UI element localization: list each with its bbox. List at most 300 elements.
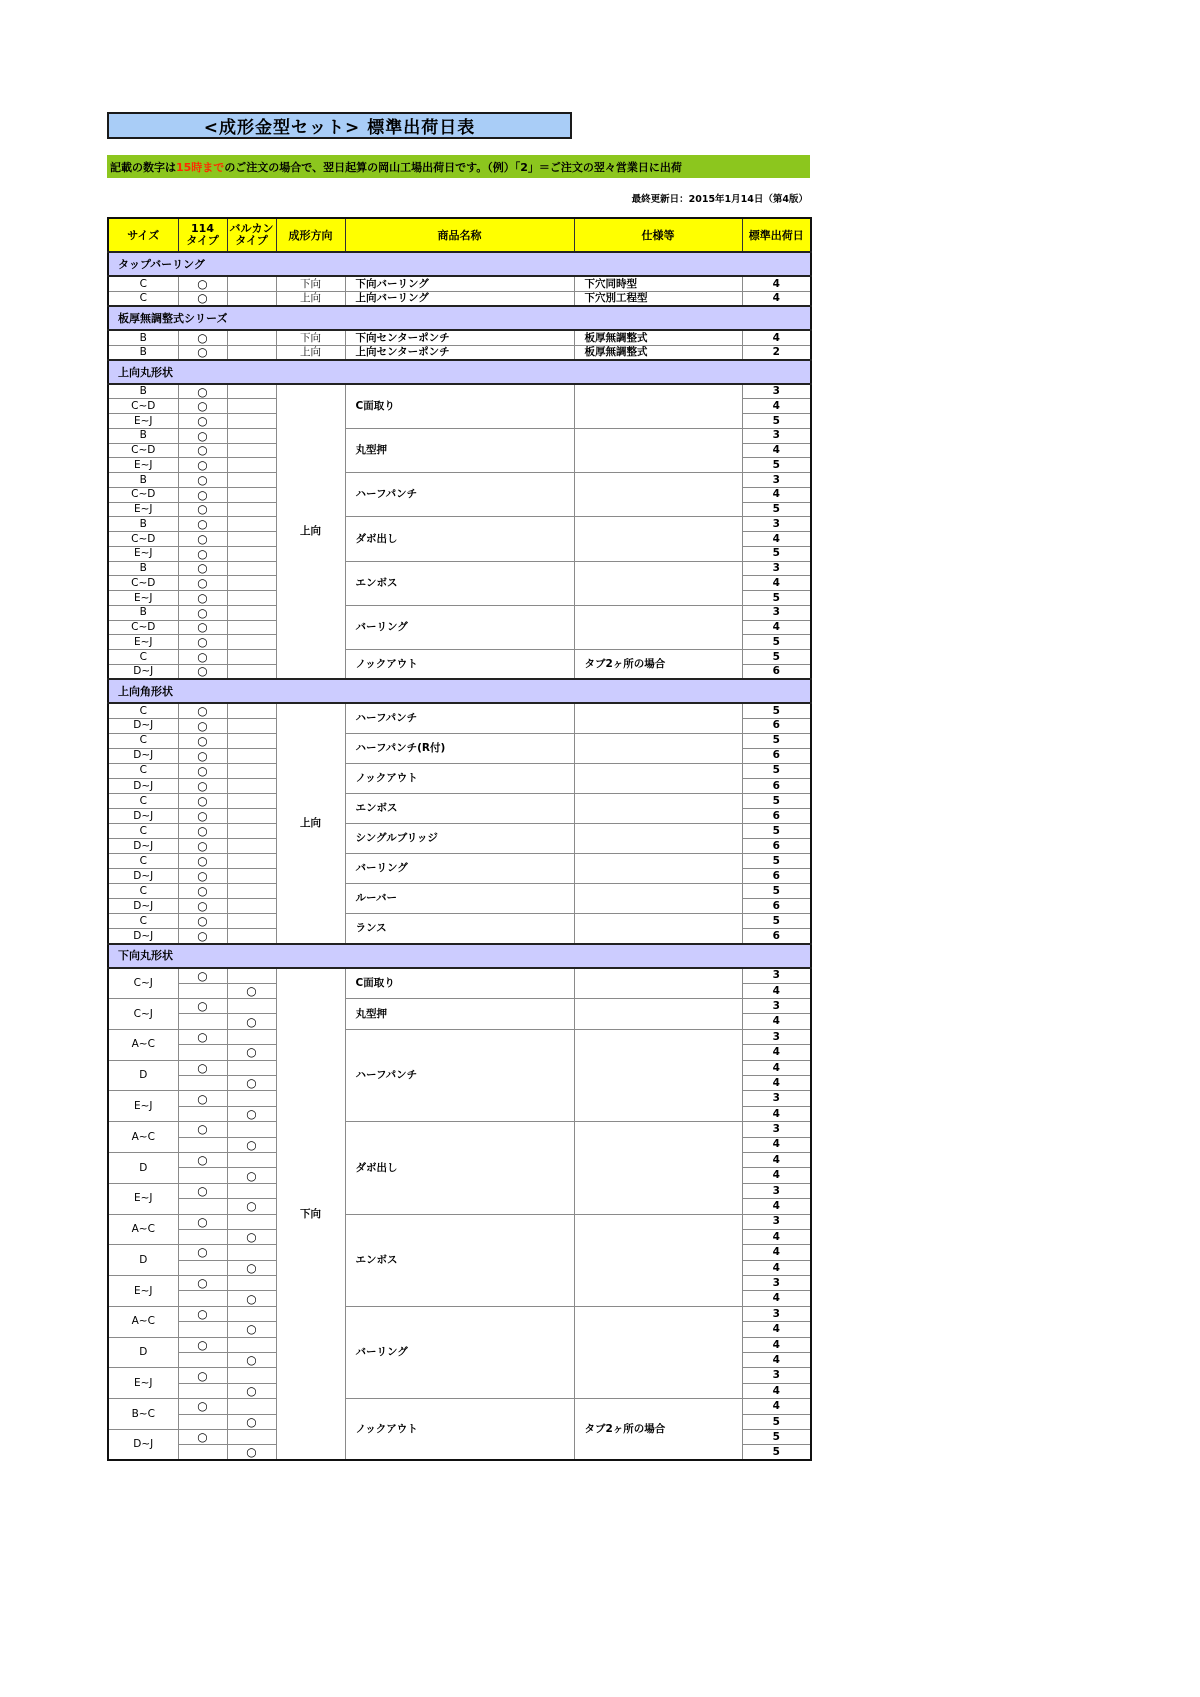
type114-mark: ○ — [178, 458, 227, 473]
balkan-mark — [227, 1276, 276, 1291]
balkan-mark — [227, 1245, 276, 1260]
ship-days-cell: 6 — [742, 929, 811, 944]
size-cell: E~J — [108, 591, 178, 606]
ship-days-cell: 3 — [742, 1276, 811, 1291]
product-name-cell: ダボ出し — [345, 517, 574, 561]
balkan-mark: ○ — [227, 1106, 276, 1121]
size-cell: D~J — [108, 748, 178, 763]
ship-days-cell: 4 — [742, 1337, 811, 1352]
balkan-mark — [227, 487, 276, 502]
table-row — [108, 1122, 811, 1137]
table-row — [108, 968, 811, 983]
type114-mark: ○ — [178, 517, 227, 532]
balkan-mark: ○ — [227, 1199, 276, 1214]
type114-mark: ○ — [178, 1060, 227, 1075]
balkan-mark — [227, 808, 276, 823]
product-name-cell: ハーフパンチ(R付) — [345, 733, 574, 763]
type114-mark: ○ — [178, 1337, 227, 1352]
ship-days-cell: 4 — [742, 1168, 811, 1183]
type114-mark: ○ — [178, 1399, 227, 1414]
balkan-mark: ○ — [227, 1445, 276, 1460]
type114-mark — [178, 1383, 227, 1398]
type114-mark: ○ — [178, 853, 227, 868]
type114-mark: ○ — [178, 838, 227, 853]
type114-mark: ○ — [178, 443, 227, 458]
type114-mark: ○ — [178, 763, 227, 778]
type114-mark: ○ — [178, 778, 227, 793]
balkan-mark — [227, 591, 276, 606]
size-cell: C — [108, 703, 178, 718]
spec-cell — [574, 793, 742, 823]
type114-mark: ○ — [178, 291, 227, 306]
size-cell: A~C — [108, 1214, 178, 1245]
ship-days-cell: 4 — [742, 291, 811, 306]
type114-mark: ○ — [178, 748, 227, 763]
ship-days-cell: 5 — [742, 1445, 811, 1460]
ship-days-cell: 3 — [742, 1091, 811, 1106]
type114-mark — [178, 1075, 227, 1090]
section-label: 上向角形状 — [108, 679, 811, 703]
ship-days-cell: 4 — [742, 1045, 811, 1060]
balkan-mark — [227, 929, 276, 944]
type114-mark: ○ — [178, 1122, 227, 1137]
size-cell: D~J — [108, 664, 178, 679]
ship-days-cell: 5 — [742, 650, 811, 665]
spec-cell — [574, 823, 742, 853]
ship-days-cell: 5 — [742, 591, 811, 606]
ship-days-cell: 3 — [742, 999, 811, 1014]
product-name-cell: 上向バーリング — [345, 291, 574, 306]
ship-days-cell: 4 — [742, 1060, 811, 1075]
ship-days-cell: 5 — [742, 823, 811, 838]
size-cell: C~D — [108, 487, 178, 502]
direction-cell: 上向 — [276, 384, 345, 679]
ship-days-cell: 6 — [742, 899, 811, 914]
table-row — [108, 853, 811, 868]
type114-mark: ○ — [178, 1306, 227, 1321]
product-name-cell: 丸型押 — [345, 999, 574, 1030]
spec-cell — [574, 999, 742, 1030]
balkan-mark — [227, 635, 276, 650]
table-row — [108, 384, 811, 399]
product-name-cell: ランス — [345, 914, 574, 944]
size-cell: D~J — [108, 778, 178, 793]
ship-days-cell: 4 — [742, 1353, 811, 1368]
product-name-cell: 上向センターポンチ — [345, 345, 574, 360]
ship-days-cell: 5 — [742, 733, 811, 748]
ship-days-cell: 4 — [742, 487, 811, 502]
col-size: サイズ — [108, 218, 178, 252]
ship-days-cell: 4 — [742, 276, 811, 291]
product-name-cell: C面取り — [345, 384, 574, 428]
size-cell: C~D — [108, 532, 178, 547]
direction-cell: 下向 — [276, 276, 345, 291]
type114-mark — [178, 1322, 227, 1337]
ship-days-cell: 5 — [742, 458, 811, 473]
ship-days-cell: 5 — [742, 763, 811, 778]
size-cell: C — [108, 276, 178, 291]
balkan-mark: ○ — [227, 1322, 276, 1337]
ship-days-cell: 3 — [742, 1214, 811, 1229]
type114-mark: ○ — [178, 884, 227, 899]
spec-cell — [574, 1214, 742, 1306]
balkan-mark — [227, 517, 276, 532]
size-cell: C~J — [108, 968, 178, 999]
type114-mark: ○ — [178, 823, 227, 838]
balkan-mark — [227, 650, 276, 665]
balkan-mark — [227, 1122, 276, 1137]
type114-mark — [178, 1199, 227, 1214]
size-cell: D — [108, 1060, 178, 1091]
type114-mark — [178, 1229, 227, 1244]
product-name-cell: ハーフパンチ — [345, 473, 574, 517]
size-cell: A~C — [108, 1122, 178, 1153]
spec-cell: タブ2ヶ所の場合 — [574, 1399, 742, 1461]
spec-cell: タブ2ヶ所の場合 — [574, 650, 742, 680]
ship-days-cell: 3 — [742, 1029, 811, 1044]
product-name-cell: ハーフパンチ — [345, 1029, 574, 1121]
type114-mark — [178, 1353, 227, 1368]
size-cell: E~J — [108, 502, 178, 517]
size-cell: D — [108, 1337, 178, 1368]
table-row — [108, 473, 811, 488]
spec-cell — [574, 1122, 742, 1214]
spec-cell: 下穴別工程型 — [574, 291, 742, 306]
product-name-cell: C面取り — [345, 968, 574, 999]
balkan-mark — [227, 884, 276, 899]
ship-days-cell: 4 — [742, 1106, 811, 1121]
table-row — [108, 999, 811, 1014]
balkan-mark — [227, 703, 276, 718]
spec-cell — [574, 473, 742, 517]
type114-mark: ○ — [178, 276, 227, 291]
size-cell: B — [108, 605, 178, 620]
type114-mark — [178, 1445, 227, 1460]
size-cell: D~J — [108, 808, 178, 823]
table-row — [108, 733, 811, 748]
ship-days-cell: 5 — [742, 1429, 811, 1444]
size-cell: D~J — [108, 838, 178, 853]
direction-cell: 上向 — [276, 291, 345, 306]
size-cell: E~J — [108, 414, 178, 429]
type114-mark: ○ — [178, 1152, 227, 1167]
spec-cell — [574, 428, 742, 472]
col-product-name: 商品名称 — [345, 218, 574, 252]
ship-days-cell: 4 — [742, 1137, 811, 1152]
balkan-mark — [227, 748, 276, 763]
size-cell: E~J — [108, 1091, 178, 1122]
balkan-mark — [227, 291, 276, 306]
product-name-cell: バーリング — [345, 605, 574, 649]
col-balkan-type: バルカン タイプ — [227, 218, 276, 252]
type114-mark: ○ — [178, 899, 227, 914]
ship-days-cell: 5 — [742, 502, 811, 517]
balkan-mark — [227, 1306, 276, 1321]
type114-mark — [178, 1414, 227, 1429]
ship-days-cell: 4 — [742, 1199, 811, 1214]
balkan-mark — [227, 869, 276, 884]
size-cell: B~C — [108, 1399, 178, 1430]
size-cell: C~J — [108, 999, 178, 1030]
type114-mark: ○ — [178, 330, 227, 345]
balkan-mark — [227, 793, 276, 808]
table-row — [108, 330, 811, 345]
size-cell: C~D — [108, 576, 178, 591]
type114-mark: ○ — [178, 1245, 227, 1260]
ship-days-cell: 3 — [742, 1306, 811, 1321]
direction-cell: 下向 — [276, 330, 345, 345]
size-cell: D~J — [108, 718, 178, 733]
type114-mark: ○ — [178, 1091, 227, 1106]
ship-days-cell: 5 — [742, 793, 811, 808]
size-cell: C — [108, 823, 178, 838]
size-cell: D — [108, 1152, 178, 1183]
size-cell: E~J — [108, 458, 178, 473]
spec-cell — [574, 853, 742, 883]
balkan-mark — [227, 1429, 276, 1444]
balkan-mark — [227, 502, 276, 517]
size-cell: B — [108, 473, 178, 488]
size-cell: C — [108, 650, 178, 665]
table-row — [108, 823, 811, 838]
shipping-note-banner — [107, 155, 810, 178]
product-name-cell: ハーフパンチ — [345, 703, 574, 733]
size-cell: D~J — [108, 1429, 178, 1460]
type114-mark: ○ — [178, 929, 227, 944]
ship-days-cell: 4 — [742, 1291, 811, 1306]
table-row — [108, 345, 811, 360]
spec-cell — [574, 517, 742, 561]
balkan-mark: ○ — [227, 1075, 276, 1090]
product-name-cell: エンボス — [345, 1214, 574, 1306]
ship-days-cell: 6 — [742, 664, 811, 679]
ship-days-cell: 4 — [742, 1383, 811, 1398]
ship-days-cell: 4 — [742, 983, 811, 998]
size-cell: D~J — [108, 899, 178, 914]
balkan-mark — [227, 968, 276, 983]
ship-days-cell: 4 — [742, 330, 811, 345]
size-cell: C~D — [108, 620, 178, 635]
table-row — [108, 1214, 811, 1229]
ship-days-cell: 4 — [742, 443, 811, 458]
product-name-cell: 下向センターポンチ — [345, 330, 574, 345]
table-row — [108, 428, 811, 443]
balkan-mark: ○ — [227, 1260, 276, 1275]
direction-cell: 上向 — [276, 345, 345, 360]
size-cell: D~J — [108, 929, 178, 944]
balkan-mark — [227, 838, 276, 853]
ship-days-cell: 4 — [742, 1245, 811, 1260]
ship-days-cell: 5 — [742, 884, 811, 899]
size-cell: B — [108, 345, 178, 360]
type114-mark: ○ — [178, 591, 227, 606]
ship-days-cell: 4 — [742, 1075, 811, 1090]
size-cell: C — [108, 793, 178, 808]
product-name-cell: バーリング — [345, 1306, 574, 1398]
section-header-row — [108, 252, 811, 276]
type114-mark: ○ — [178, 793, 227, 808]
type114-mark: ○ — [178, 733, 227, 748]
type114-mark — [178, 1014, 227, 1029]
ship-days-cell: 5 — [742, 414, 811, 429]
size-cell: A~C — [108, 1306, 178, 1337]
table-row — [108, 703, 811, 718]
section-label: 板厚無調整式シリーズ — [108, 306, 811, 330]
size-cell: C~D — [108, 443, 178, 458]
type114-mark: ○ — [178, 1276, 227, 1291]
type114-mark — [178, 1291, 227, 1306]
product-name-cell: ノックアウト — [345, 1399, 574, 1461]
ship-days-cell: 2 — [742, 345, 811, 360]
table-row — [108, 276, 811, 291]
size-cell: E~J — [108, 1276, 178, 1307]
type114-mark: ○ — [178, 473, 227, 488]
spec-cell — [574, 763, 742, 793]
ship-days-cell: 3 — [742, 384, 811, 399]
balkan-mark — [227, 1060, 276, 1075]
spec-cell — [574, 561, 742, 605]
size-cell: D — [108, 1245, 178, 1276]
balkan-mark — [227, 823, 276, 838]
last-updated: 最終更新日：2015年1月14日（第4版） — [631, 194, 808, 205]
ship-days-cell: 4 — [742, 532, 811, 547]
spec-cell — [574, 968, 742, 999]
balkan-mark: ○ — [227, 1291, 276, 1306]
product-name-cell: 下向バーリング — [345, 276, 574, 291]
ship-days-cell: 4 — [742, 1229, 811, 1244]
size-cell: C — [108, 763, 178, 778]
size-cell: A~C — [108, 1029, 178, 1060]
spec-cell — [574, 1306, 742, 1398]
type114-mark — [178, 983, 227, 998]
type114-mark — [178, 1137, 227, 1152]
type114-mark: ○ — [178, 384, 227, 399]
type114-mark — [178, 1045, 227, 1060]
ship-days-cell: 5 — [742, 703, 811, 718]
page-title: <成形金型セット> 標準出荷日表 — [107, 112, 572, 139]
ship-days-cell: 4 — [742, 1014, 811, 1029]
ship-days-cell: 3 — [742, 473, 811, 488]
type114-mark: ○ — [178, 650, 227, 665]
size-cell: B — [108, 384, 178, 399]
ship-days-cell: 3 — [742, 605, 811, 620]
type114-mark: ○ — [178, 576, 227, 591]
balkan-mark — [227, 1337, 276, 1352]
product-name-cell: 丸型押 — [345, 428, 574, 472]
type114-mark — [178, 1168, 227, 1183]
table-row — [108, 884, 811, 899]
balkan-mark: ○ — [227, 1229, 276, 1244]
balkan-mark — [227, 384, 276, 399]
size-cell: C — [108, 291, 178, 306]
spec-cell — [574, 884, 742, 914]
product-name-cell: ノックアウト — [345, 763, 574, 793]
balkan-mark: ○ — [227, 1414, 276, 1429]
type114-mark: ○ — [178, 718, 227, 733]
type114-mark: ○ — [178, 703, 227, 718]
product-name-cell: ルーバー — [345, 884, 574, 914]
type114-mark: ○ — [178, 968, 227, 983]
ship-days-cell: 3 — [742, 968, 811, 983]
spec-cell: 板厚無調整式 — [574, 330, 742, 345]
ship-days-cell: 3 — [742, 1122, 811, 1137]
balkan-mark — [227, 1399, 276, 1414]
ship-days-cell: 6 — [742, 748, 811, 763]
ship-days-cell: 4 — [742, 1152, 811, 1167]
section-header-row — [108, 306, 811, 330]
size-cell: E~J — [108, 1183, 178, 1214]
ship-days-cell: 6 — [742, 778, 811, 793]
ship-days-cell: 6 — [742, 838, 811, 853]
table-row — [108, 561, 811, 576]
balkan-mark — [227, 532, 276, 547]
ship-days-cell: 3 — [742, 1183, 811, 1198]
direction-cell: 下向 — [276, 968, 345, 1461]
type114-mark: ○ — [178, 414, 227, 429]
balkan-mark — [227, 1152, 276, 1167]
table-row — [108, 763, 811, 778]
balkan-mark: ○ — [227, 983, 276, 998]
balkan-mark — [227, 443, 276, 458]
product-name-cell: バーリング — [345, 853, 574, 883]
section-label: 下向丸形状 — [108, 944, 811, 968]
col-spec: 仕様等 — [574, 218, 742, 252]
size-cell: B — [108, 428, 178, 443]
ship-days-cell: 5 — [742, 546, 811, 561]
type114-mark: ○ — [178, 487, 227, 502]
balkan-mark — [227, 1368, 276, 1383]
type114-mark: ○ — [178, 1214, 227, 1229]
balkan-mark — [227, 414, 276, 429]
spec-cell: 下穴同時型 — [574, 276, 742, 291]
note-prefix: 記載の数字は — [110, 160, 176, 174]
size-cell: B — [108, 517, 178, 532]
section-label: タップバーリング — [108, 252, 811, 276]
spec-cell — [574, 914, 742, 944]
product-name-cell: シングルブリッジ — [345, 823, 574, 853]
col-direction: 成形方向 — [276, 218, 345, 252]
ship-days-cell: 6 — [742, 718, 811, 733]
table-row — [108, 291, 811, 306]
spec-cell — [574, 1029, 742, 1121]
balkan-mark — [227, 778, 276, 793]
balkan-mark: ○ — [227, 1014, 276, 1029]
type114-mark: ○ — [178, 999, 227, 1014]
size-cell: D~J — [108, 869, 178, 884]
col-114-type: 114 タイプ — [178, 218, 227, 252]
ship-days-cell: 4 — [742, 1399, 811, 1414]
type114-mark: ○ — [178, 1183, 227, 1198]
balkan-mark — [227, 999, 276, 1014]
type114-mark: ○ — [178, 428, 227, 443]
table-row — [108, 517, 811, 532]
ship-days-cell: 6 — [742, 869, 811, 884]
spec-cell — [574, 733, 742, 763]
type114-mark: ○ — [178, 561, 227, 576]
ship-days-cell: 6 — [742, 808, 811, 823]
product-name-cell: エンボス — [345, 793, 574, 823]
type114-mark: ○ — [178, 869, 227, 884]
balkan-mark — [227, 1091, 276, 1106]
balkan-mark — [227, 473, 276, 488]
direction-cell: 上向 — [276, 703, 345, 944]
balkan-mark — [227, 620, 276, 635]
size-cell: B — [108, 330, 178, 345]
table-row — [108, 1029, 811, 1044]
table-row — [108, 650, 811, 665]
table-row — [108, 605, 811, 620]
type114-mark: ○ — [178, 546, 227, 561]
